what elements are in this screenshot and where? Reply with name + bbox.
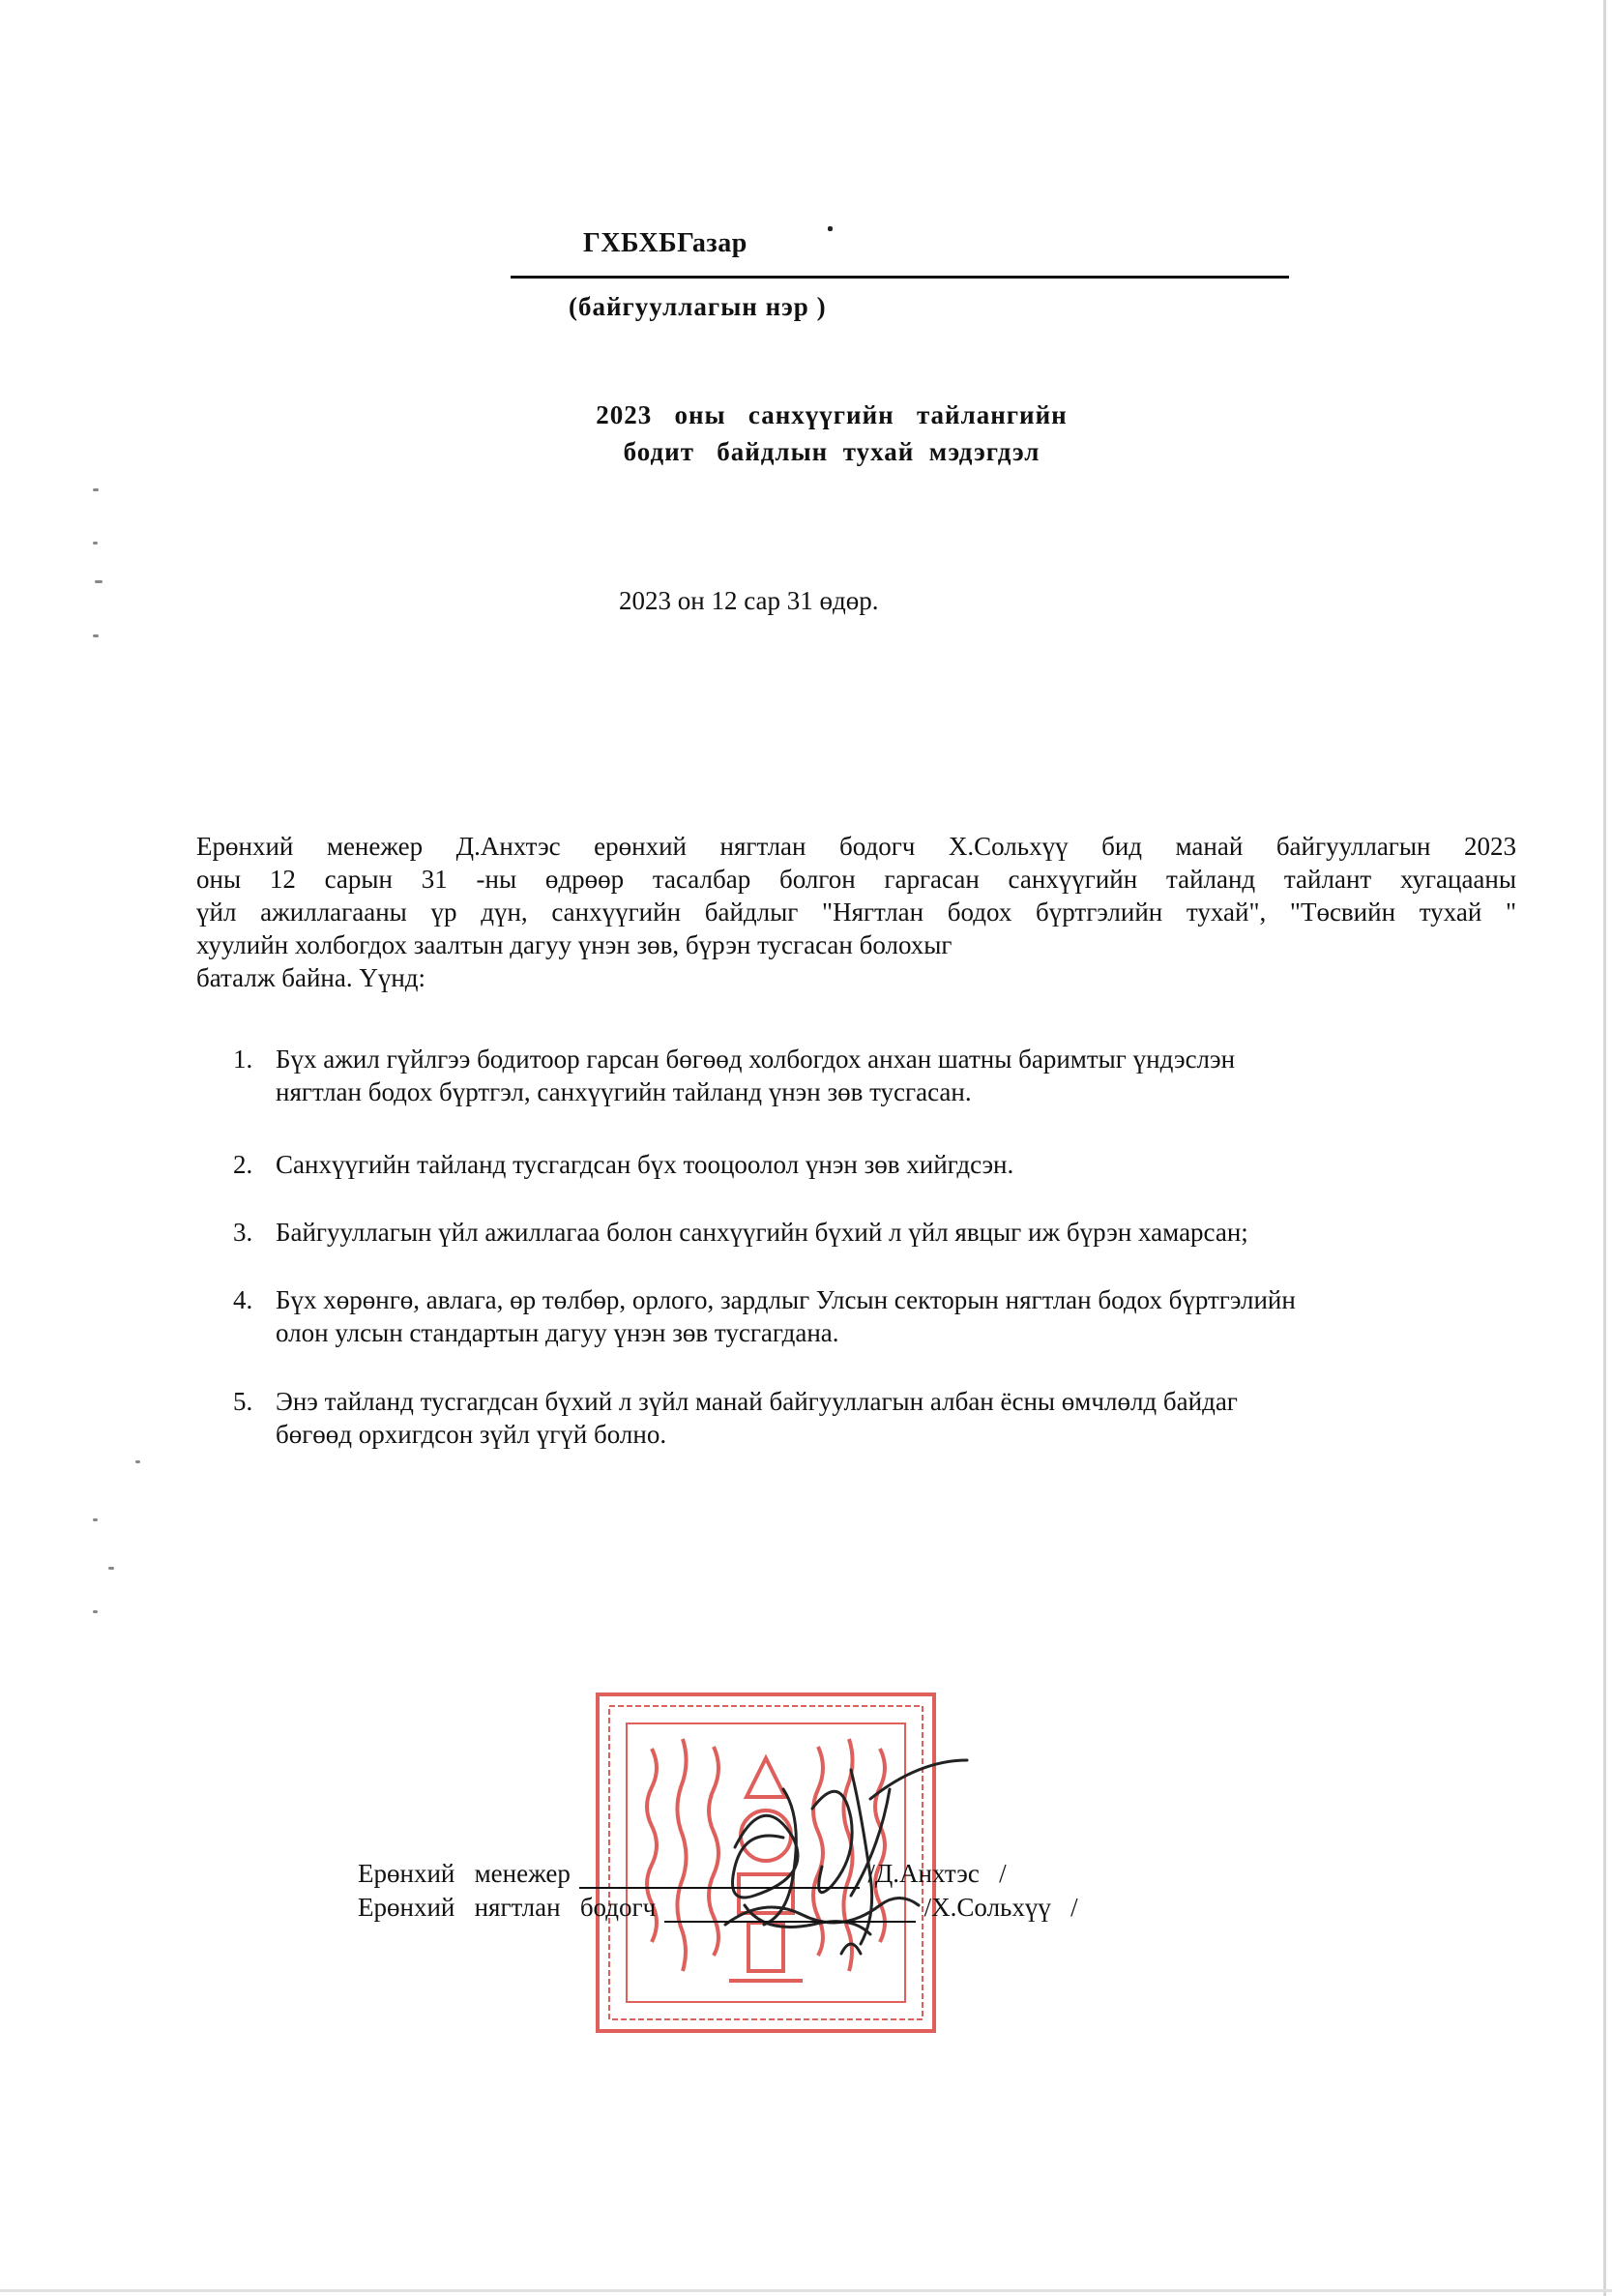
scan-speck — [93, 1610, 98, 1613]
intro-line-1: Ерөнхий менежер Д.Анхтэс ерөнхий нягтлан бодогч Х.Сольхүү бид манай байгууллагын 2023 — [196, 832, 1516, 861]
list-item-line: Бүх ажил гүйлгээ бодитоор гарсан бөгөөд холбогдох анхан шатны баримтыг үндэслэн — [276, 1045, 1236, 1074]
signature-role: Ерөнхий менежер — [358, 1859, 571, 1888]
title-line-2: бодит байдлын тухай мэдэгдэл — [623, 437, 1040, 466]
list-item-line: Энэ тайланд тусгагдсан бүхий л зүйл манай байгууллагын албан ёсны өмчлөлд байдаг — [276, 1387, 1238, 1416]
list-item-number: 2. — [233, 1150, 253, 1179]
scan-edge-right — [1603, 0, 1606, 2296]
document-date: 2023 он 12 сар 31 өдөр. — [619, 586, 879, 615]
list-item-line: олон улсын стандартын дагуу үнэн зөв тусгагдана. — [276, 1318, 839, 1347]
intro-paragraph — [196, 830, 1516, 994]
intro-line-3: үйл ажиллагааны үр дүн, санхүүгийн байдлыг "Нягтлан бодох бүртгэлийн тухай", "Төсвийн тухай " — [196, 898, 1516, 927]
list-item-line: Байгууллагын үйл ажиллагаа болон санхүүгийн бүхий л үйл явцыг иж бүрэн хамарсан; — [276, 1218, 1248, 1247]
signature-row-accountant — [358, 1893, 1078, 1923]
intro-line-2: оны 12 сарын 31 -ны өдрөөр тасалбар болгон гаргасан санхүүгийн тайланд тайлант хугацааны — [196, 865, 1516, 894]
scan-speck — [93, 634, 99, 637]
scan-speck — [93, 1518, 98, 1521]
signature-row-manager — [358, 1859, 1007, 1889]
list-item-line: бөгөөд орхигдсон зүйл үгүй болно. — [276, 1420, 667, 1449]
organization-name: ГХБХБГазар — [583, 228, 747, 258]
organization-underline — [511, 276, 1289, 279]
scan-edge-bottom — [0, 2289, 1612, 2292]
signature-name: /Х.Сольхүү / — [923, 1893, 1078, 1922]
list-item-number: 3. — [233, 1218, 253, 1247]
scan-speck — [828, 226, 833, 231]
signature-role: Ерөнхий нягтлан бодогч — [358, 1893, 657, 1922]
intro-line-5: баталж байна. Үүнд: — [196, 963, 426, 992]
scan-speck — [95, 580, 103, 583]
handwritten-signature — [696, 1731, 986, 1983]
list-item-number: 1. — [233, 1045, 253, 1074]
scan-speck — [93, 488, 99, 491]
list-item-line: Санхүүгийн тайланд тусгагдсан бүх тооцоолол үнэн зөв хийгдсэн. — [276, 1150, 1014, 1179]
document-title — [464, 397, 1199, 470]
scan-speck — [135, 1460, 140, 1463]
intro-line-4: хуулийн холбогдох заалтын дагуу үнэн зөв, бүрэн тусгасан болохыг — [196, 930, 953, 959]
list-item-number: 4. — [233, 1285, 253, 1314]
organization-caption: (байгууллагын нэр ) — [569, 292, 827, 321]
list-item-line: Бүх хөрөнгө, авлага, өр төлбөр, орлого, зардлыг Улсын секторын нягтлан бодох бүртгэлийн — [276, 1285, 1296, 1314]
scan-speck — [108, 1567, 114, 1570]
list-item-line: нягтлан бодох бүртгэл, санхүүгийн тайланд үнэн зөв тусгасан. — [276, 1077, 972, 1106]
list-item-number: 5. — [233, 1387, 253, 1416]
signature-line — [579, 1887, 860, 1889]
signature-name: /Д.Анхтэс / — [867, 1859, 1007, 1888]
scan-speck — [93, 542, 98, 545]
signature-line — [664, 1921, 916, 1923]
title-line-1: 2023 оны санхүүгийн тайлангийн — [596, 400, 1068, 429]
